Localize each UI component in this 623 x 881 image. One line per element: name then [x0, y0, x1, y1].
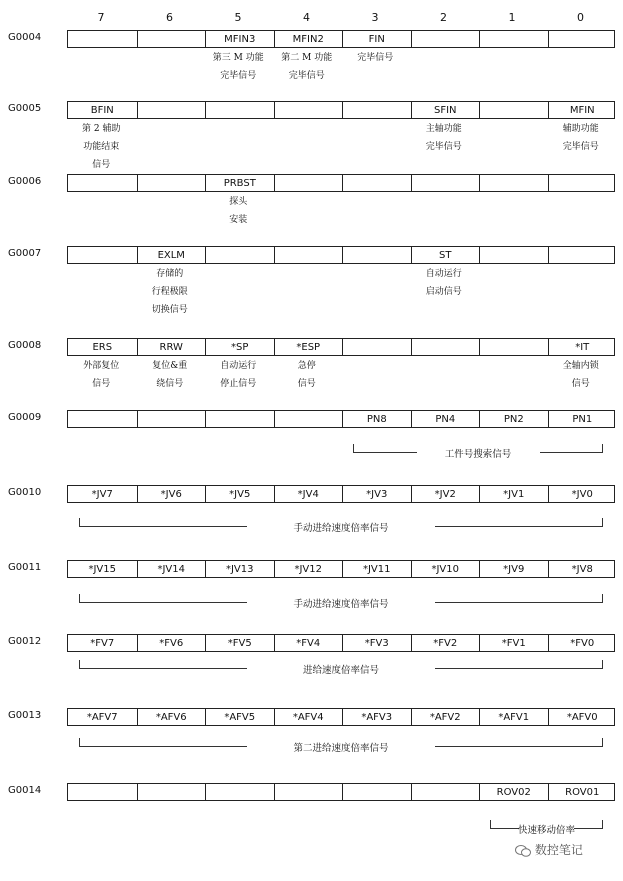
signal-row-g0014 [67, 783, 615, 801]
bit-cell: *JV4 [274, 486, 343, 502]
address-label: G0007 [8, 248, 42, 259]
bit-header-1: 1 [508, 11, 516, 24]
bit-description: 第二 M 功能 [281, 53, 333, 63]
bit-cell: ROV02 [479, 784, 548, 800]
signal-row-g0007 [67, 246, 615, 264]
bit-description: 第 2 辅助 [82, 124, 121, 134]
signal-row-g0005 [67, 101, 615, 119]
bit-cell [548, 31, 617, 47]
bit-cell [274, 411, 343, 427]
bit-header-0: 0 [577, 11, 584, 24]
address-label: G0011 [8, 562, 42, 573]
bit-cell: *JV12 [274, 561, 343, 577]
bit-cell [411, 339, 480, 355]
bracket-label: 第二进给速度倍率信号 [293, 743, 389, 754]
bit-description: 急停 [297, 361, 316, 371]
bit-cell [342, 247, 411, 263]
bit-description: 切换信号 [151, 305, 188, 315]
bit-cell: *FV4 [274, 635, 343, 651]
bit-cell [548, 247, 617, 263]
watermark-text: 数控笔记 [534, 843, 583, 857]
address-label: G0013 [8, 710, 42, 721]
bit-cell [342, 102, 411, 118]
group-bracket [490, 820, 603, 834]
bit-cell: *FV0 [548, 635, 617, 651]
bit-cell [205, 102, 274, 118]
bit-cell: *AFV2 [411, 709, 480, 725]
group-bracket [79, 594, 603, 608]
group-bracket [79, 518, 603, 532]
bit-cell: *JV13 [205, 561, 274, 577]
bit-cell [205, 784, 274, 800]
bit-cell: BFIN [90, 105, 114, 116]
bit-description: 完毕信号 [288, 71, 325, 81]
bit-description: 自动运行 [425, 269, 462, 279]
bit-cell: *JV3 [342, 486, 411, 502]
bit-description: 启动信号 [425, 287, 462, 297]
bracket-label: 快速移动倍率 [517, 825, 575, 836]
bit-header-7: 7 [97, 11, 105, 24]
bit-cell [137, 175, 206, 191]
address-label: G0012 [8, 636, 42, 647]
watermark [515, 841, 583, 858]
bit-cell: ROV01 [548, 784, 617, 800]
bit-cell [479, 247, 548, 263]
bit-cell: MFIN2 [274, 31, 343, 47]
bit-header-2: 2 [440, 11, 447, 24]
address-label: G0006 [8, 176, 42, 187]
bit-cell: *JV14 [137, 561, 206, 577]
bit-description: 自动运行 [220, 361, 257, 371]
bit-cell: MFIN [548, 102, 617, 118]
bit-description: 全轴内锁 [562, 361, 599, 371]
bit-description: 信号 [571, 379, 590, 389]
bit-description: 辅助功能 [562, 124, 599, 134]
signal-row-g0009 [67, 410, 615, 428]
bit-cell [137, 31, 206, 47]
address-label: G0009 [8, 412, 42, 423]
bit-header-5: 5 [234, 11, 242, 24]
bit-cell: *FV3 [342, 635, 411, 651]
bit-cell: PN1 [548, 411, 617, 427]
bit-cell [342, 784, 411, 800]
bit-cell [342, 175, 411, 191]
bit-cell: *AFV0 [548, 709, 617, 725]
bit-description: 信号 [92, 160, 111, 170]
bracket-label: 进给速度倍率信号 [302, 665, 379, 676]
bit-cell: PN4 [411, 411, 480, 427]
bit-cell [68, 784, 137, 800]
bit-cell: MFIN3 [205, 31, 274, 47]
bit-cell: *FV1 [479, 635, 548, 651]
bit-description: 功能结束 [83, 142, 120, 152]
bit-cell: RRW [137, 339, 206, 355]
bit-description: 外部复位 [83, 361, 120, 371]
address-label: G0005 [8, 103, 42, 114]
bit-header-4: 4 [303, 11, 310, 24]
bit-cell [479, 175, 548, 191]
bracket-label: 手动进给速度倍率信号 [293, 523, 389, 534]
bit-cell: ERS [92, 342, 113, 353]
group-bracket [353, 444, 603, 458]
bit-cell: *JV6 [137, 486, 206, 502]
bit-cell [205, 247, 274, 263]
bit-header-6: 6 [166, 11, 173, 24]
bit-cell [479, 339, 548, 355]
bit-cell: *JV1 [479, 486, 548, 502]
bit-cell [342, 339, 411, 355]
bit-cell [68, 175, 137, 191]
bit-cell: *AFV3 [342, 709, 411, 725]
bit-description: 探头 [229, 197, 248, 207]
signal-row-g0008 [67, 338, 615, 356]
bit-cell [137, 102, 206, 118]
bit-cell [274, 102, 343, 118]
bit-description: 第三 M 功能 [212, 53, 264, 63]
bit-cell [274, 247, 343, 263]
signal-row-g0004 [67, 30, 615, 48]
group-bracket [79, 660, 603, 674]
bit-cell: *JV10 [411, 561, 480, 577]
bit-cell [548, 175, 617, 191]
signal-row-g0013 [67, 708, 615, 726]
address-label: G0010 [8, 487, 42, 498]
bit-cell: *JV2 [411, 486, 480, 502]
bit-cell: *JV0 [548, 486, 617, 502]
signal-row-g0011 [67, 560, 615, 578]
address-label: G0014 [8, 785, 42, 796]
signal-row-g0012 [67, 634, 615, 652]
bit-cell: PN2 [479, 411, 548, 427]
bit-description: 绕信号 [156, 379, 184, 389]
bit-cell [411, 784, 480, 800]
bit-cell [205, 411, 274, 427]
bit-cell: *ESP [274, 339, 343, 355]
bit-description: 信号 [297, 379, 316, 389]
bit-cell: *FV2 [411, 635, 480, 651]
bit-cell: SFIN [411, 102, 480, 118]
bit-description: 完毕信号 [562, 142, 599, 152]
bit-cell: *IT [548, 339, 617, 355]
bit-description: 复位&重 [152, 361, 188, 371]
bit-cell: ST [411, 247, 480, 263]
bit-cell [137, 784, 206, 800]
bit-cell: *AFV5 [205, 709, 274, 725]
bit-cell [68, 31, 137, 47]
bit-cell: *AFV4 [274, 709, 343, 725]
bit-cell [274, 175, 343, 191]
bracket-label: 手动进给速度倍率信号 [293, 599, 389, 610]
bit-cell: EXLM [137, 247, 206, 263]
bit-description: 信号 [92, 379, 111, 389]
bit-cell: *FV6 [137, 635, 206, 651]
wechat-icon [515, 845, 531, 857]
bit-description: 完毕信号 [357, 53, 394, 63]
bit-cell: *JV15 [88, 564, 116, 575]
signal-row-g0006 [67, 174, 615, 192]
bit-cell: *JV9 [479, 561, 548, 577]
bit-description: 完毕信号 [425, 142, 462, 152]
bit-cell [411, 31, 480, 47]
signal-row-g0010 [67, 485, 615, 503]
bit-cell [137, 411, 206, 427]
bit-cell: FIN [342, 31, 411, 47]
bit-cell: *JV5 [205, 486, 274, 502]
bit-cell [479, 102, 548, 118]
bit-description: 主轴功能 [425, 124, 462, 134]
address-label: G0008 [8, 340, 42, 351]
bit-cell: *AFV6 [137, 709, 206, 725]
bit-cell [479, 31, 548, 47]
bit-cell: *JV7 [91, 489, 113, 500]
bit-header-3: 3 [371, 11, 379, 24]
bit-cell: PN8 [342, 411, 411, 427]
bit-description: 停止信号 [220, 379, 257, 389]
bit-cell [274, 784, 343, 800]
bit-description: 行程极限 [151, 287, 188, 297]
bit-cell [68, 411, 137, 427]
bit-description: 完毕信号 [220, 71, 257, 81]
bit-cell: PRBST [205, 175, 274, 191]
bit-cell: *AFV7 [86, 712, 118, 723]
bit-cell: *SP [205, 339, 274, 355]
bit-cell [411, 175, 480, 191]
bit-cell: *FV5 [205, 635, 274, 651]
bit-cell: *JV11 [342, 561, 411, 577]
bit-cell: *FV7 [90, 638, 115, 649]
bit-cell: *JV8 [548, 561, 617, 577]
bit-cell: *AFV1 [479, 709, 548, 725]
bit-cell [68, 247, 137, 263]
bit-description: 存储的 [156, 269, 184, 279]
bit-description: 安装 [229, 215, 248, 225]
group-bracket [79, 738, 603, 752]
bracket-label: 工件号搜索信号 [444, 449, 512, 460]
address-label: G0004 [8, 32, 42, 43]
